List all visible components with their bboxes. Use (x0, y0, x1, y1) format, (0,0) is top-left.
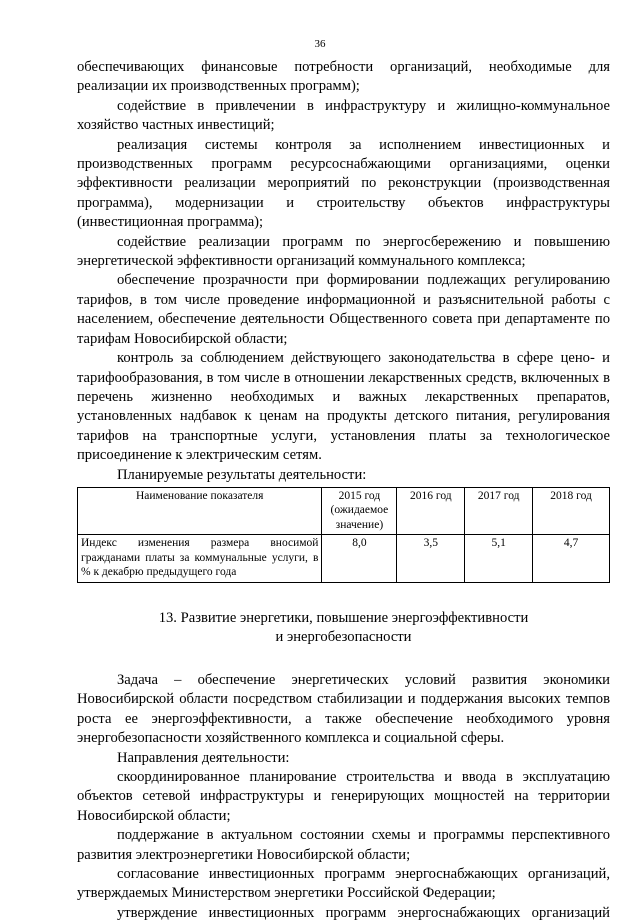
planned-results-table (77, 487, 610, 583)
paragraph-task: Задача – обеспечение энергетических условий развития экономики Новосибирской области посредством стабилизации и поддержания высоких темпов роста ее энергоэффективности, а также обеспечение необходимого уровня энергобезопасности хозяйственного комплекса и социальной сферы. (77, 671, 610, 747)
paragraph-directions-title: Направления деятельности: (117, 749, 290, 766)
table-cell-2017: 5,1 (465, 535, 533, 583)
paragraph-private-investment: содействие в привлечении в инфраструктуру и жилищно-коммунальное хозяйство частных инвестиций; (77, 97, 610, 134)
paragraph-planned-results: Планируемые результаты деятельности: (117, 466, 367, 483)
section-heading (77, 609, 610, 647)
section-heading-line1: 13. Развитие энергетики, повышение энергоэффективности (158, 609, 529, 626)
paragraph-energy-saving: содействие реализации программ по энергосбережению и повышению энергетической эффективности организаций коммунального комплекса; (77, 233, 610, 270)
paragraph-tariff-transparency: обеспечение прозрачности при формировании подлежащих регулированию тарифов, в том числе проведение информационной и разъяснительной работы с населением, обеспечение деятельности Общественного совета при департаменте по тарифам Новосибирской области; (77, 272, 610, 347)
table-cell-indicator: Индекс изменения размера вносимой гражданами платы за коммунальные услуги, в % к декабрю предыдущего года (78, 535, 322, 583)
table-header-2016: 2016 год (397, 487, 465, 535)
table-header-2015: 2015 год (ожидаемое значение) (322, 487, 397, 535)
paragraph-control-system: реализация системы контроля за исполнением инвестиционных и производственных программ ресурсоснабжающими организациями, оценки эффективности реализации мероприятий по реконструкции (производственная программа), модернизации и строительству объектов инфраструктуры (инвестиционная программа); (77, 136, 610, 231)
document-body (77, 58, 610, 923)
table-cell-2015: 8,0 (322, 535, 397, 583)
paragraph-continuation: обеспечивающих финансовые потребности организаций, необходимые для реализации их производственных программ); (77, 59, 610, 95)
section-heading-line2: и энергобезопасности (275, 628, 412, 645)
table-header-2017: 2017 год (465, 487, 533, 535)
table-header-row (78, 487, 610, 535)
table-cell-2018: 4,7 (533, 535, 610, 583)
paragraph-direction-investment: утверждение инвестиционных программ энергоснабжающих организаций (117, 904, 610, 921)
table-header-2018: 2018 год (533, 487, 610, 535)
table-header-indicator: Наименование показателя (78, 487, 322, 535)
table-row (78, 535, 610, 583)
paragraph-direction-planning: скоординированное планирование строительства и ввода в эксплуатацию объектов сетевой инфраструктуры и генерирующих мощностей на территории Новосибирской области; (77, 768, 610, 824)
page-number: 36 (314, 38, 326, 50)
paragraph-direction-scheme: поддержание в актуальном состоянии схемы и программы перспективного развития электроэнергетики Новосибирской области; (77, 827, 610, 863)
table-cell-2016: 3,5 (397, 535, 465, 583)
paragraph-direction-approval: согласование инвестиционных программ энергоснабжающих организаций, утверждаемых Министерством энергетики Российской Федерации; (77, 866, 610, 902)
paragraph-pricing-control: контроль за соблюдением действующего законодательства в сфере цено- и тарифообразования, в том числе в отношении лекарственных средств, включенных в перечень жизненно необходимых и важных лекарственных препаратов, установленных надбавок к ценам на продукты детского питания, регулирования тарифов на транспортные услуги, установления платы за технологическое присоединение к электрическим сетям. (77, 350, 610, 464)
